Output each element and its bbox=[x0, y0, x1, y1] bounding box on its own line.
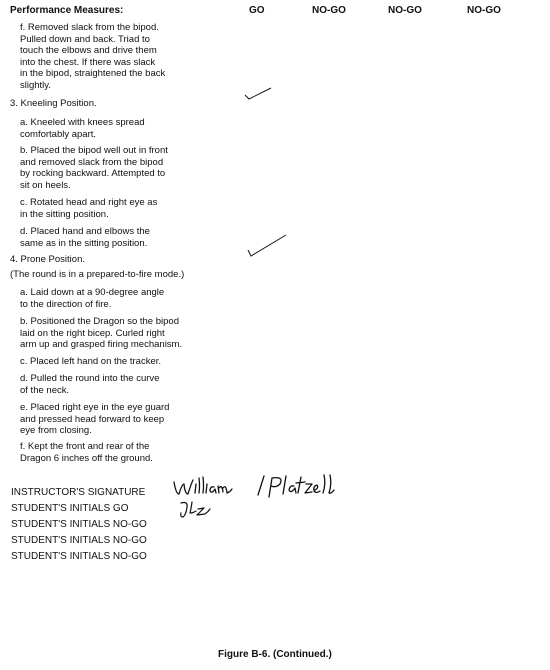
prone-position-title: 4. Prone Position. bbox=[10, 254, 85, 265]
prone-step-f: f. Kept the front and rear of the Dragon 6 inches off the ground. bbox=[20, 441, 153, 464]
performance-measures-heading: Performance Measures: bbox=[10, 5, 124, 16]
checkmark-icon bbox=[244, 86, 272, 102]
handwritten-initials bbox=[178, 499, 214, 521]
kneeling-step-b: b. Placed the bipod well out in front and removed slack from the bipod by rocking backward. Attempted to sit on heels. bbox=[20, 145, 168, 191]
sitting-step-f: f. Removed slack from the bipod. Pulled down and back. Triad to touch the elbows and drive them into the chest. If there was slack in the bipod, straightened the back slightly. bbox=[20, 22, 166, 91]
prone-step-c: c. Placed left hand on the tracker. bbox=[20, 356, 162, 367]
figure-caption: Figure B-6. (Continued.) bbox=[218, 649, 332, 660]
nogo-column-header-2: NO-GO bbox=[388, 5, 422, 16]
student-initials-nogo-label-3: STUDENT'S INITIALS NO-GO bbox=[11, 551, 147, 562]
prone-position-note: (The round is in a prepared-to-fire mode.) bbox=[10, 269, 185, 280]
kneeling-step-c: c. Rotated head and right eye as in the sitting position. bbox=[20, 197, 158, 220]
prone-step-e: e. Placed right eye in the eye guard and pressed head forward to keep eye from closing. bbox=[20, 402, 170, 437]
instructor-signature-label: INSTRUCTOR'S SIGNATURE bbox=[11, 487, 146, 498]
prone-step-d: d. Pulled the round into the curve of the neck. bbox=[20, 373, 160, 396]
student-initials-nogo-label-2: STUDENT'S INITIALS NO-GO bbox=[11, 535, 147, 546]
nogo-column-header-3: NO-GO bbox=[467, 5, 501, 16]
checkmark-icon bbox=[247, 232, 287, 258]
kneeling-step-a: a. Kneeled with knees spread comfortably apart. bbox=[20, 117, 145, 140]
student-initials-go-label: STUDENT'S INITIALS GO bbox=[11, 503, 129, 514]
go-column-header: GO bbox=[249, 5, 265, 16]
kneeling-step-d: d. Placed hand and elbows the same as in the sitting position. bbox=[20, 226, 150, 249]
kneeling-position-title: 3. Kneeling Position. bbox=[10, 98, 97, 109]
nogo-column-header-1: NO-GO bbox=[312, 5, 346, 16]
prone-step-a: a. Laid down at a 90-degree angle to the direction of fire. bbox=[20, 287, 165, 310]
student-initials-nogo-label-1: STUDENT'S INITIALS NO-GO bbox=[11, 519, 147, 530]
prone-step-b: b. Positioned the Dragon so the bipod laid on the right bicep. Curled right arm up and grasped firing mechanism. bbox=[20, 316, 183, 351]
